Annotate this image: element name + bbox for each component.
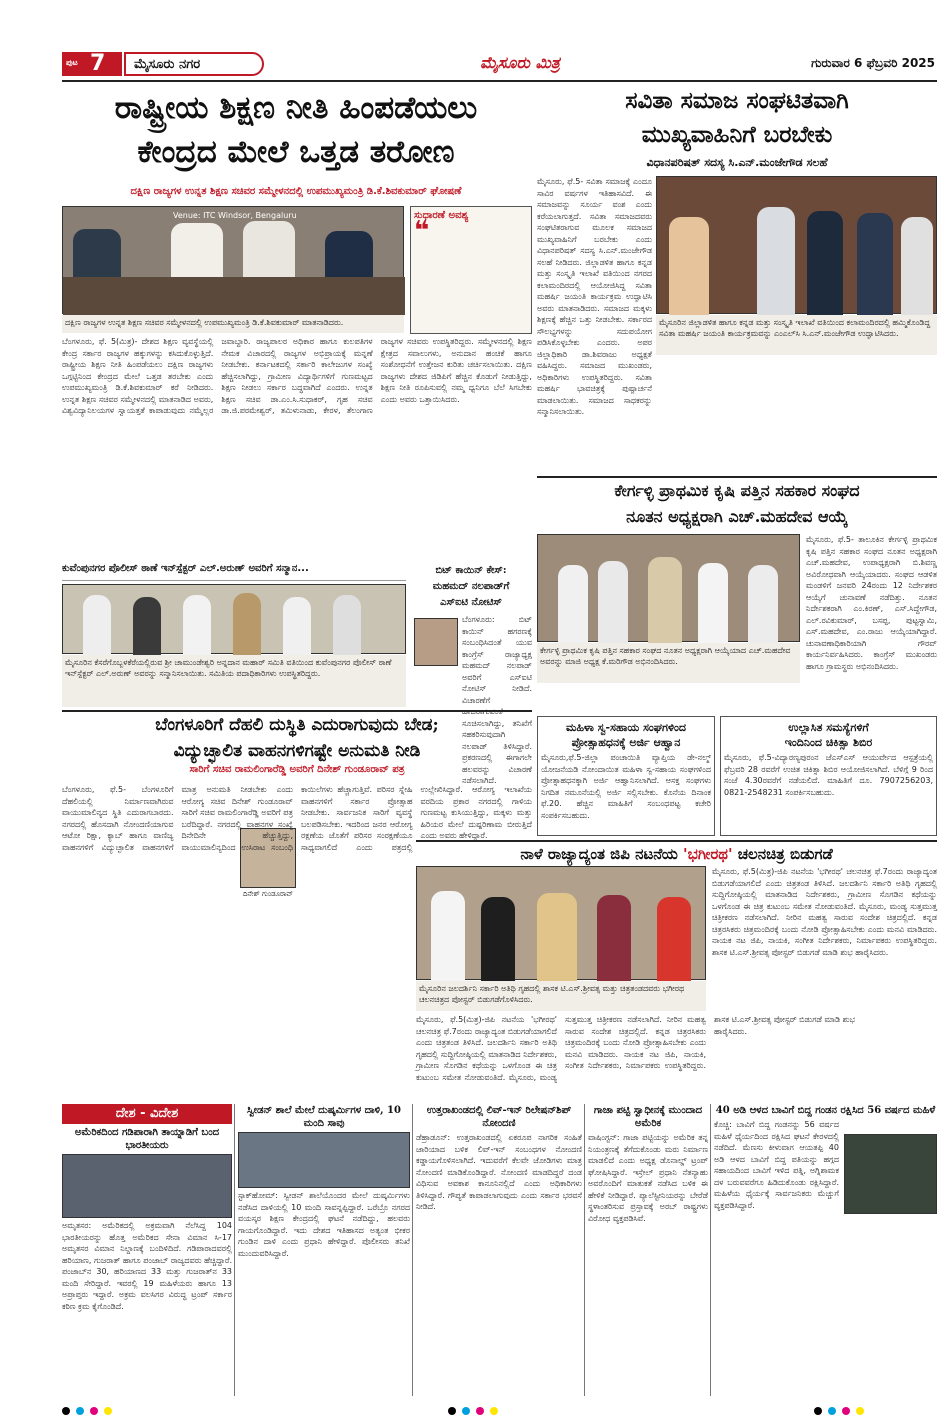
column-divider [234,1104,235,1396]
world-d-headline: ಗಾಜಾ ಪಟ್ಟಿ ಸ್ವಾಧೀನಕ್ಕೆ ಮುಂದಾದ ಅಮೆರಿಕ [593,1105,703,1129]
story2-headline-line1: ಸವಿತಾ ಸಮಾಜ ಸಂಘಟಿತವಾಗಿ [625,87,849,114]
world-a-body: ಅಮೃತಸರ: ಅಮೆರಿಕದಲ್ಲಿ ಅಕ್ರಮವಾಗಿ ನೆಲೆಸಿದ್ದ 104 ಭಾರತೀಯರನ್ನು ಹೊತ್ತ ಅಮೆರಿಕದ ಸೇನಾ ವಿಮಾನ ಸಿ-17 ಅಮೃತಸರ ವಿಮಾನ ನಿಲ್ದಾಣಕ್ಕೆ ಬಂದಿಳಿದಿದೆ. ಗಡಿಪಾರಾದವರಲ್ಲಿ ಹರಿಯಾಣ, ಗುಜರಾತ್ ಹಾಗೂ ಪಂಜಾಬ್ ರಾಜ್ಯದವರು ಹೆಚ್ಚಿದ್ದಾರೆ. ಪಂಜಾಬ್‌ನ 30, ಹರಿಯಾಣದ 33 ಮತ್ತು ಗುಜರಾತ್‌ನ 33 ಮಂದಿ ಸೇರಿದ್ದಾರೆ. ಇವರಲ್ಲಿ 19 ಮಹಿಳೆಯರು ಹಾಗೂ 13 ಅಪ್ರಾಪ್ತರು ಇದ್ದಾರೆ. ಅಕ್ರಮ ವಲಸಿಗರ ವಿರುದ್ಧ ಟ್ರಂಪ್ ಸರ್ಕಾರ ಕಠಿಣ ಕ್ರಮ ಕೈಗೊಂಡಿದೆ. [62,1221,232,1311]
story5-headline [410,563,532,613]
story6-headline-line1: ಬೆಂಗಳೂರಿಗೆ ದೆಹಲಿ ದುಸ್ಥಿತಿ ಎದುರಾಗುವುದು ಬೇಡ; [155,715,439,735]
world-d-body: ವಾಷಿಂಗ್ಟನ್: ಗಾಜಾ ಪಟ್ಟಿಯನ್ನು ಅಮೆರಿಕ ತನ್ನ ನಿಯಂತ್ರಣಕ್ಕೆ ತೆಗೆದುಕೊಂಡು ಮರು ನಿರ್ಮಾಣ ಮಾಡಲಿದೆ ಎಂದು ಅಧ್ಯಕ್ಷ ಡೊನಾಲ್ಡ್ ಟ್ರಂಪ್ ಘೋಷಿಸಿದ್ದಾರೆ. ಇಸ್ರೇಲ್ ಪ್ರಧಾನಿ ನೆತನ್ಯಾಹು ಅವರೊಂದಿಗೆ ಮಾತುಕತೆ ನಡೆಸಿದ ಬಳಿಕ ಈ ಹೇಳಿಕೆ ನೀಡಿದ್ದಾರೆ. ಪ್ಯಾಲೆಸ್ಟೀನಿಯರನ್ನು ಬೇರೆಡೆ ಸ್ಥಳಾಂತರಿಸುವ ಪ್ರಸ್ತಾವಕ್ಕೆ ಅರಬ್ ರಾಷ್ಟ್ರಗಳು ವಿರೋಧ ವ್ಯಕ್ತಪಡಿಸಿವೆ. [588,1133,708,1223]
page-number: 7 [90,51,106,76]
world-b-body: ಸ್ಟಾಕ್‌ಹೋಮ್: ಸ್ವೀಡನ್ ಶಾಲೆಯೊಂದರ ಮೇಲೆ ದುಷ್ಕರ್ಮಿಗಳು ನಡೆಸಿದ ದಾಳಿಯಲ್ಲಿ 10 ಮಂದಿ ಸಾವನ್ನಪ್ಪಿದ್ದಾರೆ. ಒರೆಬ್ರೊ ನಗರದ ವಯಸ್ಕರ ಶಿಕ್ಷಣ ಕೇಂದ್ರದಲ್ಲಿ ಘಟನೆ ನಡೆದಿದ್ದು, ಹಲವರು ಗಾಯಗೊಂಡಿದ್ದಾರೆ. ಇದು ದೇಶದ ಇತಿಹಾಸದ ಅತ್ಯಂತ ಭೀಕರ ಗುಂಡಿನ ದಾಳಿ ಎಂದು ಪ್ರಧಾನಿ ಹೇಳಿದ್ದಾರೆ. ಪೊಲೀಸರು ತನಿಖೆ ಮುಂದುವರಿಸಿದ್ದಾರೆ. [238,1191,410,1258]
story7-headline [541,720,711,750]
world-story-b [238,1104,410,1396]
world-a-photo [62,1154,232,1218]
issue-date: ಗುರುವಾರ 6 ಫೆಬ್ರವರಿ 2025 [811,56,935,70]
story5-headline-line3: ಎಸ್‌ಐಟಿ ನೋಟಿಸ್ [440,597,502,608]
story2-photo [656,176,937,314]
world-c-body: ಡೆಹ್ರಾಡೂನ್: ಉತ್ತರಾಖಂಡದಲ್ಲಿ ಏಕರೂಪ ನಾಗರಿಕ ಸಂಹಿತೆ ಜಾರಿಯಾದ ಬಳಿಕ ಲಿವ್-ಇನ್ ಸಂಬಂಧಗಳ ನೋಂದಣಿ ಕಡ್ಡಾಯಗೊಳಿಸಲಾಗಿದೆ. ಇದುವರೆಗೆ ಕೆಲವೇ ಜೋಡಿಗಳು ಮಾತ್ರ ನೋಂದಣಿ ಮಾಡಿಕೊಂಡಿದ್ದಾರೆ. ನೋಂದಣಿ ಮಾಡದಿದ್ದರೆ ದಂಡ ವಿಧಿಸುವ ಅವಕಾಶ ಕಾನೂನಿನಲ್ಲಿದೆ ಎಂದು ಅಧಿಕಾರಿಗಳು ತಿಳಿಸಿದ್ದಾರೆ. ಗೌಪ್ಯತೆ ಕಾಪಾಡಲಾಗುವುದು ಎಂದು ಸರ್ಕಾರ ಭರವಸೆ ನೀಡಿದೆ. [416,1133,582,1211]
story9-body-b: ಮೈಸೂರು, ಫೆ.5(ಮಿತ್ರ)-ಜಿಪಿ ನಟನೆಯ 'ಭಗೀರಥ' ಚಲನಚಿತ್ರ ಫೆ.7ರಂದು ರಾಜ್ಯಾದ್ಯಂತ ಬಿಡುಗಡೆಯಾಗಲಿದೆ ಎಂದು ಚಿತ್ರತಂಡ ತಿಳಿಸಿದೆ. ಜಲದರ್ಶಿನಿ ಸರ್ಕಾರಿ ಅತಿಥಿ ಗೃಹದಲ್ಲಿ ಸುದ್ದಿಗೋಷ್ಠಿಯಲ್ಲಿ ಮಾತನಾಡಿದ ನಿರ್ದೇಶಕರು, ಗ್ರಾಮೀಣ ಸೊಗಡಿನ ಕಥೆಯನ್ನು ಒಳಗೊಂಡ ಈ ಚಿತ್ರ ಕುಟುಂಬ ಸಮೇತ ನೋಡುವಂತಿದೆ. ಮೈಸೂರು, ಮಂಡ್ಯ ಸುತ್ತಮುತ್ತ ಚಿತ್ರೀಕರಣ ನಡೆಸಲಾಗಿದೆ. ನೀರಿನ ಮಹತ್ವ ಸಾರುವ ಸಂದೇಶ ಚಿತ್ರದಲ್ಲಿದೆ. ಕನ್ನಡ ಚಿತ್ರರಸಿಕರು ಚಿತ್ರಮಂದಿರಕ್ಕೆ ಬಂದು ನೋಡಿ ಪ್ರೋತ್ಸಾಹಿಸಬೇಕು ಎಂದು ಮನವಿ ಮಾಡಿದರು. ನಾಯಕ ನಟ ಜಿಪಿ, ನಾಯಕಿ, ಸಂಗೀತ ನಿರ್ದೇಶಕರು, ನಿರ್ಮಾಪಕರು ಉಪಸ್ಥಿತರಿದ್ದರು. ಶಾಸಕ ಟಿ.ಎಸ್.ಶ್ರೀವತ್ಸ ಪೋಸ್ಟರ್ ಬಿಡುಗಡೆ ಮಾಡಿ ಶುಭ ಹಾರೈಸಿದರು. [712,867,937,957]
world-b-headline: ಸ್ವೀಡನ್ ಶಾಲೆ ಮೇಲೆ ದುಷ್ಕರ್ಮಿಗಳ ದಾಳಿ, 10 ಮಂದಿ ಸಾವು [247,1105,401,1129]
story4-caption: ಮೈಸೂರಿನ ಕೆಸರೆಗೊಬ್ಬಳಕೆರೆಯಲ್ಲಿರುವ ಶ್ರೀ ಚಾಮುಂಡೇಶ್ವರಿ ಅನ್ನದಾನ ಮಹಾರ್ ಸಮಿತಿ ವತಿಯಿಂದ ಕುವೆಂಪುನಗರ ಪೊಲೀಸ್ ಠಾಣೆ ಇನ್‌ಸ್ಪೆಕ್ಟರ್ ಎಲ್.ಅರುಣ್ ಅವರನ್ನು ಸನ್ಮಾನಿಸಲಾಯಿತು. ಸಮಿತಿಯ ಪದಾಧಿಕಾರಿಗಳು ಉಪಸ್ಥಿತರಿದ್ದರು. [62,655,406,707]
story9-headline-highlight: 'ಭಗೀರಥ' [682,845,733,863]
page-label: ಪುಟ [66,58,78,67]
world-e-headline: 40 ಅಡಿ ಆಳದ ಬಾವಿಗೆ ಬಿದ್ದ ಗಂಡನ ರಕ್ಷಿಸಿದ 56 ವರ್ಷದ ಮಹಿಳೆ [715,1105,936,1116]
story9-photo [416,866,706,980]
story2-body: ಮೈಸೂರು, ಫೆ.5- ಸವಿತಾ ಸಮಾಜಕ್ಕೆ ಎಂದೂ ಸಾವಿರ ವರ್ಷಗಳ ಇತಿಹಾಸವಿದೆ. ಈ ಸಮಾಜವನ್ನು ಸೂರ್ಯ ವಂಶ ಎಂದು ಕರೆಯಲಾಗುತ್ತದೆ. ಸವಿತಾ ಸಮಾಜದವರು ಸಂಘಟಿತರಾಗುವ ಮೂಲಕ ಸಮಾಜದ ಮುಖ್ಯವಾಹಿನಿಗೆ ಬರಬೇಕು ಎಂದು ವಿಧಾನಪರಿಷತ್ ಸದಸ್ಯ ಸಿ.ಎನ್.ಮಂಜೇಗೌಡ ಸಲಹೆ ನೀಡಿದರು. ಜಿಲ್ಲಾಡಳಿತ ಹಾಗೂ ಕನ್ನಡ ಮತ್ತು ಸಂಸ್ಕೃತಿ ಇಲಾಖೆ ವತಿಯಿಂದ ನಗರದ ಕಲಾಮಂದಿರದಲ್ಲಿ ಆಯೋಜಿಸಿದ್ದ ಸವಿತಾ ಮಹರ್ಷಿ ಜಯಂತಿ ಕಾರ್ಯಕ್ರಮ ಉದ್ಘಾಟಿಸಿ ಅವರು ಮಾತನಾಡಿದರು. ಸಮಾಜದ ಮಕ್ಕಳು ಶಿಕ್ಷಣಕ್ಕೆ ಹೆಚ್ಚಿನ ಒತ್ತು ನೀಡಬೇಕು. ಸರ್ಕಾರದ ಸೌಲಭ್ಯಗಳನ್ನು ಸದುಪಯೋಗ ಪಡಿಸಿಕೊಳ್ಳಬೇಕು ಎಂದರು. ಅಪರ ಜಿಲ್ಲಾಧಿಕಾರಿ ಡಾ.ಶಿವರಾಜು ಅಧ್ಯಕ್ಷತೆ ವಹಿಸಿದ್ದರು. ಸಮಾಜದ ಮುಖಂಡರು, ಅಧಿಕಾರಿಗಳು ಉಪಸ್ಥಿತರಿದ್ದರು. ಸವಿತಾ ಮಹರ್ಷಿ ಭಾವಚಿತ್ರಕ್ಕೆ ಪುಷ್ಪಾರ್ಚನೆ ಮಾಡಲಾಯಿತು. ಸಮಾಜದ ಸಾಧಕರನ್ನು ಸನ್ಮಾನಿಸಲಾಯಿತು. [537,177,652,416]
story1-headline-line1: ರಾಷ್ಟ್ರೀಯ ಶಿಕ್ಷಣ ನೀತಿ ಹಿಂಪಡೆಯಲು [114,90,478,126]
world-e-photo [844,1134,937,1214]
story6-subhead: ಸಾರಿಗೆ ಸಚಿವ ರಾಮಲಿಂಗಾರೆಡ್ಡಿ ಅವರಿಗೆ ದಿನೇಶ್ ಗುಂಡೂರಾವ್ ಪತ್ರ [189,764,405,775]
story2-headline [537,84,937,156]
header-rule [62,80,937,82]
section-name: ಮೈಸೂರು ನಗರ [124,52,264,76]
story2-caption: ಮೈಸೂರಿನ ಜಿಲ್ಲಾಡಳಿತ ಹಾಗೂ ಕನ್ನಡ ಮತ್ತು ಸಂಸ್ಕೃತಿ ಇಲಾಖೆ ವತಿಯಿಂದ ಕಲಾಮಂದಿರದಲ್ಲಿ ಹಮ್ಮಿಕೊಂಡಿದ್ದ ಸವಿತಾ ಮಹರ್ಷಿ ಜಯಂತಿ ಕಾರ್ಯಕ್ರಮವನ್ನು ಎಂಎಲ್‌ಸಿ ಸಿ.ಎನ್.ಮಂಜೇಗೌಡ ಉದ್ಘಾಟಿಸಿದರು. [656,315,937,355]
story1-caption: ದಕ್ಷಿಣ ರಾಜ್ಯಗಳ ಉನ್ನತ ಶಿಕ್ಷಣ ಸಚಿವರ ಸಮ್ಮೇಳನದಲ್ಲಿ ಉಪಮುಖ್ಯಮಂತ್ರಿ ಡಿ.ಕೆ.ಶಿವಕುಮಾರ್ ಮಾತನಾಡಿದರು. [62,315,404,333]
story3-caption: ಕೇರ್ಗಳ್ಳಿ ಪ್ರಾಥಮಿಕ ಕೃಷಿ ಪತ್ತಿನ ಸಹಕಾರ ಸಂಘದ ನೂತನ ಅಧ್ಯಕ್ಷರಾಗಿ ಆಯ್ಕೆಯಾದ ಎಚ್.ಮಹದೇವ ಅವರನ್ನು ಮಾಜಿ ಅಧ್ಯಕ್ಷ ಕೆ.ಮರಿಗೌಡ ಅಭಿನಂದಿಸಿದರು. [537,643,800,683]
story1-subhead: ದಕ್ಷಿಣ ರಾಜ್ಯಗಳ ಉನ್ನತ ಶಿಕ್ಷಣ ಸಚಿವರ ಸಮ್ಮೇಳನದಲ್ಲಿ ಉಪಮುಖ್ಯಮಂತ್ರಿ ಡಿ.ಕೆ.ಶಿವಕುಮಾರ್ ಘೋಷಣೆ [130,186,462,197]
world-e-body: ಕೊಚ್ಚಿ: ಬಾವಿಗೆ ಬಿದ್ದ ಗಂಡನನ್ನು 56 ವರ್ಷದ ಮಹಿಳೆ ಧೈರ್ಯದಿಂದ ರಕ್ಷಿಸಿದ ಘಟನೆ ಕೇರಳದಲ್ಲಿ ನಡೆದಿದೆ. ಮೆಣಸು ಕೀಳುವಾಗ ಆಯತಪ್ಪಿ 40 ಅಡಿ ಆಳದ ಬಾವಿಗೆ ಬಿದ್ದ ಪತಿಯನ್ನು ಹಗ್ಗದ ಸಹಾಯದಿಂದ ಬಾವಿಗೆ ಇಳಿದ ಪತ್ನಿ, ಅಗ್ನಿಶಾಮಕ ದಳ ಬರುವವರೆಗೂ ಹಿಡಿದುಕೊಂಡು ರಕ್ಷಿಸಿದ್ದಾರೆ. ಮಹಿಳೆಯ ಧೈರ್ಯಕ್ಕೆ ಸಾರ್ವಜನಿಕರು ಮೆಚ್ಚುಗೆ ವ್ಯಕ್ತಪಡಿಸಿದ್ದಾರೆ. [714,1120,839,1210]
story8-headline [724,720,933,750]
story4-headline: ಕುವೆಂಪುನಗರ ಪೊಲೀಸ್ ಠಾಣೆ ಇನ್‌ಸ್ಪೆಕ್ಟರ್ ಎಲ್.ಅರುಣ್ ಅವರಿಗೆ ಸನ್ಮಾನ... [62,563,406,581]
column-divider [710,1104,711,1396]
story5-headline-line1: ಬಿಟ್ ಕಾಯಿನ್ ಕೇಸ್: [435,565,507,576]
column-divider [412,1104,413,1396]
story9-headline-pre: ನಾಳೆ ರಾಜ್ಯಾದ್ಯಂತ ಜಿಪಿ ನಟನೆಯ [520,845,683,863]
world-b-photo [238,1132,410,1188]
world-story-c [416,1104,582,1396]
world-story-a [62,1126,232,1396]
story6-portrait-caption: ದಿನೇಶ್ ಗುಂಡೂರಾವ್ [242,890,293,898]
story7-headline-line2: ಪ್ರೋತ್ಸಾಹಧನಕ್ಕೆ ಅರ್ಜಿ ಆಹ್ವಾನ [571,736,681,749]
story1-photo [62,206,404,314]
story6-body: ಬೆಂಗಳೂರು, ಫೆ.5- ಬೆಂಗಳೂರಿಗೆ ದೆಹಲಿಯಲ್ಲಿ ನಿರ್ಮಾಣವಾಗಿರುವ ವಾಯುಮಾಲಿನ್ಯದ ಸ್ಥಿತಿ ಎದುರಾಗಬಾರದು. ನಗರದಲ್ಲಿ ಹೊಸದಾಗಿ ನೋಂದಣಿಯಾಗುವ ಆಟೋ ರಿಕ್ಷಾ, ಕ್ಯಾಬ್ ಹಾಗೂ ವಾಣಿಜ್ಯ ವಾಹನಗಳಿಗೆ ವಿದ್ಯುಚ್ಛಾಲಿತ ವಾಹನಗಳಿಗೆ ಮಾತ್ರ ಅನುಮತಿ ನೀಡಬೇಕು ಎಂದು ಆರೋಗ್ಯ ಸಚಿವ ದಿನೇಶ್ ಗುಂಡೂರಾವ್ ಸಾರಿಗೆ ಸಚಿವ ರಾಮಲಿಂಗಾರೆಡ್ಡಿ ಅವರಿಗೆ ಪತ್ರ ಬರೆದಿದ್ದಾರೆ. ನಗರದಲ್ಲಿ ವಾಹನಗಳ ಸಂಖ್ಯೆ ದಿನೇದಿನೇ ಹೆಚ್ಚುತ್ತಿದ್ದು, ವಾಯುಮಾಲಿನ್ಯದಿಂದ ಉಸಿರಾಟ ಸಂಬಂಧಿ ಕಾಯಿಲೆಗಳು ಹೆಚ್ಚಾಗುತ್ತಿವೆ. ಪರಿಸರ ಸ್ನೇಹಿ ವಾಹನಗಳಿಗೆ ಸರ್ಕಾರ ಪ್ರೋತ್ಸಾಹ ನೀಡಬೇಕು. ಸಾರ್ವಜನಿಕ ಸಾರಿಗೆ ವ್ಯವಸ್ಥೆ ಬಲಪಡಿಸಬೇಕು. ಇದರಿಂದ ಜನರ ಆರೋಗ್ಯ ರಕ್ಷಣೆಯ ಜೊತೆಗೆ ಪರಿಸರ ಸಂರಕ್ಷಣೆಯೂ ಸಾಧ್ಯವಾಗಲಿದೆ ಎಂದು ಪತ್ರದಲ್ಲಿ ಉಲ್ಲೇಖಿಸಿದ್ದಾರೆ. ಆರೋಗ್ಯ ಇಲಾಖೆಯ ವರದಿಯ ಪ್ರಕಾರ ನಗರದಲ್ಲಿ ಗಾಳಿಯ ಗುಣಮಟ್ಟ ಕುಸಿಯುತ್ತಿದ್ದು, ಮಕ್ಕಳು ಮತ್ತು ಹಿರಿಯರ ಮೇಲೆ ದುಷ್ಪರಿಣಾಮ ಬೀರುತ್ತಿದೆ ಎಂದು ಅವರು ಹೇಳಿದ್ದಾರೆ. [62,785,532,852]
story9-headline-post: ಚಲನಚಿತ್ರ ಬಿಡುಗಡೆ [732,845,833,863]
story7-body: ಮೈಸೂರು,ಫೆ.5-ಜಿಲ್ಲಾ ಪಂಚಾಯಿತಿ ವ್ಯಾಪ್ತಿಯ ಡೇ-ನಲ್ಮ್ ಯೋಜನೆಯಡಿ ನೋಂದಾಯಿತ ಮಹಿಳಾ ಸ್ವ-ಸಹಾಯ ಸಂಘಗಳಿಂದ ಪ್ರೋತ್ಸಾಹಧನಕ್ಕಾಗಿ ಅರ್ಜಿ ಆಹ್ವಾನಿಸಲಾಗಿದೆ. ಆಸಕ್ತ ಸಂಘಗಳು ನಿಗದಿತ ನಮೂನೆಯಲ್ಲಿ ಅರ್ಜಿ ಸಲ್ಲಿಸಬೇಕು. ಕೊನೆಯ ದಿನಾಂಕ ಫೆ.20. ಹೆಚ್ಚಿನ ಮಾಹಿತಿಗೆ ಸಂಬಂಧಪಟ್ಟ ಕಚೇರಿ ಸಂಪರ್ಕಿಸಬಹುದು. [541,753,711,820]
world-story-d [588,1104,708,1396]
story5-headline-line2: ಮಹಮದ್ ನಲಪಾಡ್‌ಗೆ [432,581,510,592]
color-registration-bar [62,1400,937,1410]
story3-headline [537,476,937,530]
world-c-headline: ಉತ್ತರಾಖಂಡದಲ್ಲಿ ಲಿವ್-ಇನ್ ರಿಲೇಷನ್‌ಶಿಪ್ ನೋಂದಣಿ [426,1105,572,1129]
world-a-headline: ಅಮೆರಿಕದಿಂದ ಗಡಿಪಾರಾಗಿ ತಾಯ್ನಾಡಿಗೆ ಬಂದ ಭಾರತೀಯರು [74,1127,220,1151]
story9-caption: ಮೈಸೂರಿನ ಜಲದರ್ಶಿನಿ ಸರ್ಕಾರಿ ಅತಿಥಿ ಗೃಹದಲ್ಲಿ ಶಾಸಕ ಟಿ.ಎಸ್.ಶ್ರೀವತ್ಸ ಮತ್ತು ಚಿತ್ರತಂಡದವರು ಭಗೀರಥ ಚಲನಚಿತ್ರದ ಪೋಸ್ಟರ್ ಬಿಡುಗಡೆಗೊಳಿಸಿದರು. [416,981,706,1011]
story6-headline [62,710,532,762]
column-divider [584,1104,585,1396]
story8-headline-line1: ಉಲ್ಲಾಸಿತ ಸಮಸ್ಯೆಗಳಿಗೆ [788,721,869,734]
masthead: ಮೈಸೂರು ಮಿತ್ರ [480,53,560,72]
story7-headline-line1: ಮಹಿಳಾ ಸ್ವ-ಸಹಾಯ ಸಂಘಗಳಿಂದ [566,721,686,734]
world-section-title: ದೇಶ - ವಿದೇಶ [62,1104,232,1124]
story6-headline-line2: ವಿದ್ಯುಚ್ಛಾಲಿತ ವಾಹನಗಳಿಗಷ್ಟೇ ಅನುಮತಿ ನೀಡಿ [173,741,421,761]
story1-box-title: ಸುಧಾರಣೆ ಅವಶ್ಯ [414,210,469,221]
story1-headline-line2: ಕೇಂದ್ರದ ಮೇಲೆ ಒತ್ತಡ ತರೋಣ [137,134,455,170]
story3-body: ಮೈಸೂರು, ಫೆ.5- ತಾಲೂಕಿನ ಕೇರ್ಗಳ್ಳಿ ಪ್ರಾಥಮಿಕ ಕೃಷಿ ಪತ್ತಿನ ಸಹಕಾರ ಸಂಘದ ನೂತನ ಅಧ್ಯಕ್ಷರಾಗಿ ಎಚ್.ಮಹದೇವ, ಉಪಾಧ್ಯಕ್ಷರಾಗಿ ಬಿ.ಶಿವಣ್ಣ ಅವಿರೋಧವಾಗಿ ಆಯ್ಕೆಯಾದರು. ಸಂಘದ ಆಡಳಿತ ಮಂಡಳಿಗೆ ಜನವರಿ 24ರಂದು 12 ನಿರ್ದೇಶಕರ ಆಯ್ಕೆಗೆ ಚುನಾವಣೆ ನಡೆದಿತ್ತು. ನೂತನ ನಿರ್ದೇಶಕರಾಗಿ ಎಂ.ಕಿರಣ್, ಎಸ್.ಸಿದ್ದೇಗೌಡ, ಎಲ್.ರವಿಕುಮಾರ್, ಬಸಪ್ಪ, ಪುಟ್ಟಸ್ವಾಮಿ, ಎಸ್.ಮಹದೇವ, ಎಂ.ರಾಜು ಆಯ್ಕೆಯಾಗಿದ್ದಾರೆ. ಚುನಾವಣಾಧಿಕಾರಿಯಾಗಿ ಗೌರವ್ ಕಾರ್ಯನಿರ್ವಹಿಸಿದರು. ಕಾಂಗ್ರೆಸ್ ಮುಖಂಡರು ಹಾಗೂ ಗ್ರಾಮಸ್ಥರು ಅಭಿನಂದಿಸಿದರು. [806,535,937,671]
story3-headline-line2: ನೂತನ ಅಧ್ಯಕ್ಷರಾಗಿ ಎಚ್.ಮಹದೇವ ಆಯ್ಕೆ [626,507,848,526]
story2-subhead: ವಿಧಾನಪರಿಷತ್ ಸದಸ್ಯ ಸಿ.ಎನ್.ಮಂಜೇಗೌಡ ಸಲಹೆ [646,156,828,169]
story5-body: ಬೆಂಗಳೂರು: ಬಿಟ್ ಕಾಯಿನ್ ಹಗರಣಕ್ಕೆ ಸಂಬಂಧಿಸಿದಂತೆ ಯುವ ಕಾಂಗ್ರೆಸ್ ರಾಜ್ಯಾಧ್ಯಕ್ಷ ಮಹಮದ್ ನಲಪಾಡ್ ಅವರಿಗೆ ಎಸ್‌ಐಟಿ ನೋಟಿಸ್ ನೀಡಿದೆ. ವಿಚಾರಣೆಗೆ ಹಾಜರಾಗುವಂತೆ ಸೂಚಿಸಲಾಗಿದ್ದು, ತನಿಖೆಗೆ ಸಹಕರಿಸುವುದಾಗಿ ನಲಪಾಡ್ ತಿಳಿಸಿದ್ದಾರೆ. ಪ್ರಕರಣದಲ್ಲಿ ಈಗಾಗಲೇ ಹಲವರನ್ನು ವಿಚಾರಣೆ ನಡೆಸಲಾಗಿದೆ. [462,615,532,785]
story9-headline [416,840,937,864]
story1-headline [62,86,530,186]
story9-body-a: ಮೈಸೂರು, ಫೆ.5(ಮಿತ್ರ)-ಜಿಪಿ ನಟನೆಯ 'ಭಗೀರಥ' ಚಲನಚಿತ್ರ ಫೆ.7ರಂದು ರಾಜ್ಯಾದ್ಯಂತ ಬಿಡುಗಡೆಯಾಗಲಿದೆ ಎಂದು ಚಿತ್ರತಂಡ ತಿಳಿಸಿದೆ. ಜಲದರ್ಶಿನಿ ಸರ್ಕಾರಿ ಅತಿಥಿ ಗೃಹದಲ್ಲಿ ಸುದ್ದಿಗೋಷ್ಠಿಯಲ್ಲಿ ಮಾತನಾಡಿದ ನಿರ್ದೇಶಕರು, ಗ್ರಾಮೀಣ ಸೊಗಡಿನ ಕಥೆಯನ್ನು ಒಳಗೊಂಡ ಈ ಚಿತ್ರ ಕುಟುಂಬ ಸಮೇತ ನೋಡುವಂತಿದೆ. ಮೈಸೂರು, ಮಂಡ್ಯ ಸುತ್ತಮುತ್ತ ಚಿತ್ರೀಕರಣ ನಡೆಸಲಾಗಿದೆ. ನೀರಿನ ಮಹತ್ವ ಸಾರುವ ಸಂದೇಶ ಚಿತ್ರದಲ್ಲಿದೆ. ಕನ್ನಡ ಚಿತ್ರರಸಿಕರು ಚಿತ್ರಮಂದಿರಕ್ಕೆ ಬಂದು ನೋಡಿ ಪ್ರೋತ್ಸಾಹಿಸಬೇಕು ಎಂದು ಮನವಿ ಮಾಡಿದರು. ನಾಯಕ ನಟ ಜಿಪಿ, ನಾಯಕಿ, ಸಂಗೀತ ನಿರ್ದೇಶಕರು, ನಿರ್ಮಾಪಕರು ಉಪಸ್ಥಿತರಿದ್ದರು. ಶಾಸಕ ಟಿ.ಎಸ್.ಶ್ರೀವತ್ಸ ಪೋಸ್ಟರ್ ಬಿಡುಗಡೆ ಮಾಡಿ ಶುಭ ಹಾರೈಸಿದರು. [416,1015,855,1082]
world-story-e [714,1104,937,1396]
story3-photo [537,534,800,642]
story8-headline-line2: ಇಂದಿನಿಂದ ಚಿಕಿತ್ಸಾ ಶಿಬಿರ [784,736,873,749]
story1-photo-text: Venue: ITC Windsor, Bengaluru [173,211,297,220]
story1-body: ಬೆಂಗಳೂರು, ಫೆ. 5(ಮಿತ್ರ)- ದೇಶದ ಶಿಕ್ಷಣ ವ್ಯವಸ್ಥೆಯಲ್ಲಿ ಕೇಂದ್ರ ಸರ್ಕಾರ ರಾಜ್ಯಗಳ ಹಕ್ಕುಗಳನ್ನು ಕಸಿದುಕೊಳ್ಳುತ್ತಿದೆ. ರಾಷ್ಟ್ರೀಯ ಶಿಕ್ಷಣ ನೀತಿ ಹಿಂಪಡೆಯಲು ದಕ್ಷಿಣ ರಾಜ್ಯಗಳು ಒಗ್ಗಟ್ಟಿನಿಂದ ಕೇಂದ್ರದ ಮೇಲೆ ಒತ್ತಡ ತರಬೇಕು ಎಂದು ಉಪಮುಖ್ಯಮಂತ್ರಿ ಡಿ.ಕೆ.ಶಿವಕುಮಾರ್ ಕರೆ ನೀಡಿದರು. ಉನ್ನತ ಶಿಕ್ಷಣ ಸಚಿವರ ಸಮ್ಮೇಳನದಲ್ಲಿ ಮಾತನಾಡಿದ ಅವರು, ವಿಶ್ವವಿದ್ಯಾನಿಲಯಗಳ ಸ್ವಾಯತ್ತತೆ ಕಾಪಾಡುವುದು ನಮ್ಮೆಲ್ಲರ ಜವಾಬ್ದಾರಿ. ರಾಜ್ಯಪಾಲರ ಅಧಿಕಾರ ಹಾಗೂ ಕುಲಪತಿಗಳ ನೇಮಕ ವಿಚಾರದಲ್ಲಿ ರಾಜ್ಯಗಳ ಅಭಿಪ್ರಾಯಕ್ಕೆ ಮನ್ನಣೆ ನೀಡಬೇಕು. ಕರ್ನಾಟಕದಲ್ಲಿ ಸರ್ಕಾರಿ ಕಾಲೇಜುಗಳ ಸಂಖ್ಯೆ ಹೆಚ್ಚಿಸಲಾಗಿದ್ದು, ಗ್ರಾಮೀಣ ವಿದ್ಯಾರ್ಥಿಗಳಿಗೆ ಗುಣಮಟ್ಟದ ಶಿಕ್ಷಣ ನೀಡಲು ಸರ್ಕಾರ ಬದ್ಧವಾಗಿದೆ ಎಂದರು. ಉನ್ನತ ಶಿಕ್ಷಣ ಸಚಿವ ಡಾ.ಎಂ.ಸಿ.ಸುಧಾಕರ್, ಗೃಹ ಸಚಿವ ಡಾ.ಜಿ.ಪರಮೇಶ್ವರ್, ತಮಿಳುನಾಡು, ಕೇರಳ, ತೆಲಂಗಾಣ ರಾಜ್ಯಗಳ ಸಚಿವರು ಉಪಸ್ಥಿತರಿದ್ದರು. ಸಮ್ಮೇಳನದಲ್ಲಿ ಶಿಕ್ಷಣ ಕ್ಷೇತ್ರದ ಸವಾಲುಗಳು, ಅನುದಾನ ಹಂಚಿಕೆ ಹಾಗೂ ಸಂಶೋಧನೆಗೆ ಉತ್ತೇಜನ ಕುರಿತು ಚರ್ಚಿಸಲಾಯಿತು. ದಕ್ಷಿಣ ರಾಜ್ಯಗಳು ದೇಶದ ಜಿಡಿಪಿಗೆ ಹೆಚ್ಚಿನ ಕೊಡುಗೆ ನೀಡುತ್ತಿದ್ದು, ಶಿಕ್ಷಣ ನೀತಿ ರೂಪಿಸುವಲ್ಲಿ ನಮ್ಮ ಧ್ವನಿಗೂ ಬೆಲೆ ಸಿಗಬೇಕು ಎಂದು ಅವರು ಒತ್ತಾಯಿಸಿದರು. [62,337,532,415]
story8-box [720,716,937,836]
story1-box [410,206,532,334]
story4-photo [62,584,406,654]
story7-box [537,716,715,836]
story2-headline-line2: ಮುಖ್ಯವಾಹಿನಿಗೆ ಬರಬೇಕು [641,121,833,148]
quote-icon: ❝ [414,216,430,246]
story3-headline-line1: ಕೇರ್ಗಳ್ಳಿ ಪ್ರಾಥಮಿಕ ಕೃಷಿ ಪತ್ತಿನ ಸಹಕಾರ ಸಂಘದ [614,481,860,500]
story8-body: ಮೈಸೂರು, ಫೆ.5-ವಿದ್ಯಾರಣ್ಯಪುರಂನ ಜೆಎಸ್‌ಎಸ್ ಆಯುರ್ವೇದ ಆಸ್ಪತ್ರೆಯಲ್ಲಿ ಫೆಬ್ರವರಿ 28 ರವರೆಗೆ ಉಚಿತ ಚಿಕಿತ್ಸಾ ಶಿಬಿರ ಆಯೋಜಿಸಲಾಗಿದೆ. ಬೆಳಿಗ್ಗೆ 9 ರಿಂದ ಸಂಜೆ 4.30ರವರೆಗೆ ನಡೆಯಲಿದೆ. ಮಾಹಿತಿಗೆ ದೂ. 7907256203, 0821-2548231 ಸಂಪರ್ಕಿಸಬಹುದು. [724,753,933,797]
page-number-badge [62,52,122,76]
